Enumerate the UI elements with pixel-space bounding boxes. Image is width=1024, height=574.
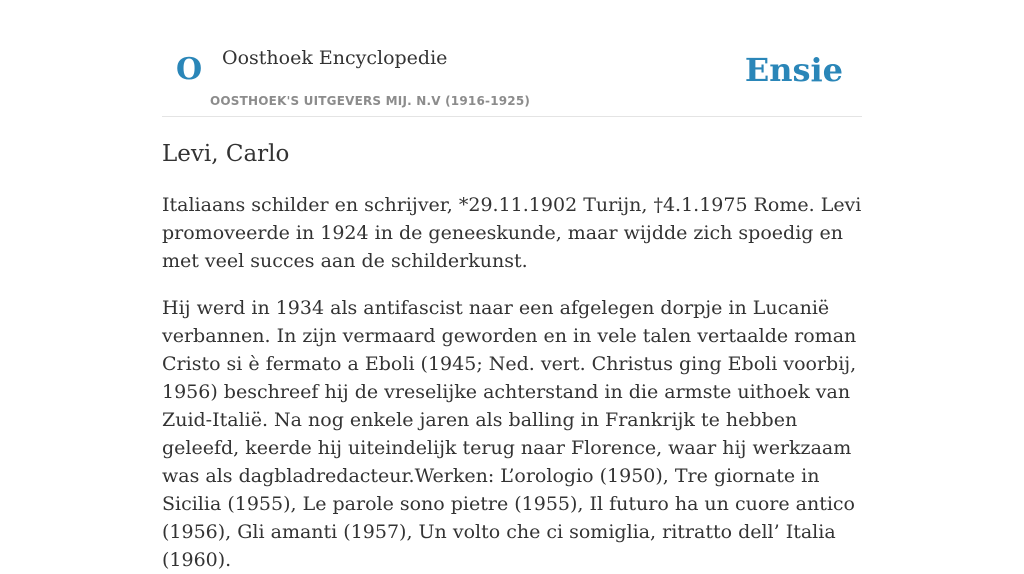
article-paragraph: Hij werd in 1934 als antifascist naar een afgelegen dorpje in Lucanië verbannen. In zijn vermaard geworden en in vele talen vertaalde roman Cristo si è fermato a Eboli (1945; Ned. vert. Christus ging Eboli voorbij, 1956) beschreef hij de vreselijke achterstand in die armste uithoek van Zuid-Italië. Na nog enkele jaren als balling in Frankrijk te hebben geleefd, keerde hij uiteindelijk terug naar Florence, waar hij werkzaam was als dagbladredacteur.Werken: L’orologio (1950), Tre giornate in Sicilia (1955), Le parole sono pietre (1955), Il futuro ha un cuore antico (1956), Gli amanti (1957), Un volto che ci somiglia, ritratto dell’ Italia (1960).	[162, 297, 857, 571]
encyclopedia-logo[interactable]: O	[176, 52, 203, 87]
publisher-label: OOSTHOEK'S UITGEVERS MIJ. N.V (1916-1925)	[210, 94, 531, 108]
ensie-logo-link[interactable]: Ensie	[744, 51, 843, 89]
article	[162, 137, 864, 574]
article-paragraph: Italiaans schilder en schrijver, *29.11.1902 Turijn, †4.1.1975 Rome. Levi promoveerde in 1924 in de geneeskunde, maar wijdde zich spoedig en met veel succes aan de schilderkunst.	[162, 194, 862, 272]
article-title: Levi, Carlo	[162, 141, 290, 167]
book-title-link[interactable]: Oosthoek Encyclopedie	[222, 47, 448, 69]
site-header	[162, 0, 862, 117]
